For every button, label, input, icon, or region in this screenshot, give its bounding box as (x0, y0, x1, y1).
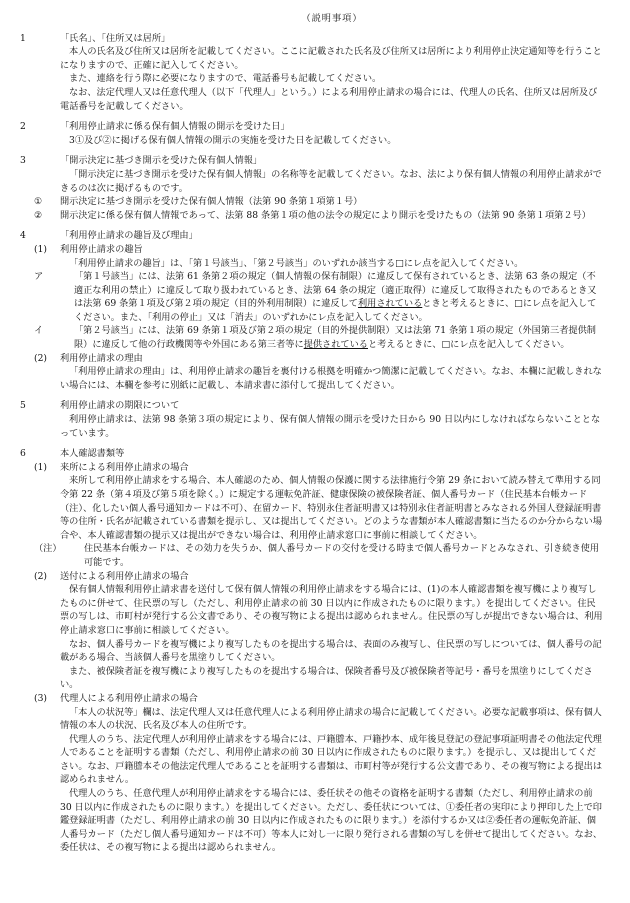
note (34, 542, 604, 569)
section-paragraph: 来所して利用停止請求をする場合、本人確認のため、個人情報の保護に関する法律施行令第 29 条において読み替えて準用する同令第 22 条（第４項及び第５項を除く。）に規定する運転免許証、健康保険の被保険者証、個人番号カード（住民基本台帳カード（注）、化したい個人番号通知カードは不可）、在留カード、特別永住者証明書又は特別永住者証明書とみなされる外国人登録証明書等の住所・氏名が記載されている書類を提示し、又は提出してください。どのような書類が本人確認書類に当たるのか分からない場合や、本人確認書類の提示又は提出ができない場合は、利用停止請求窓口に事前に相談してください。 (60, 475, 603, 541)
section-4 (20, 229, 604, 392)
subsection-heading: 利用停止請求の理由 (60, 352, 143, 364)
section-number: 2 (20, 121, 26, 133)
section-paragraph: また、連絡を行う際に必要になりますので、電話番号も記載してください。 (69, 73, 382, 85)
list-marker: ア (34, 271, 44, 283)
section-paragraph: 代理人のうち、任意代理人が利用停止請求をする場合には、委任状その他その資格を証明する書類（ただし、利用停止請求の前 30 日以内に作成されたものに限ります。）を提出してください。ただし、委任状については、①委任者の実印により押印した上で印鑑登録証明書（ただし、利用停止請求の前 30 日以内に作成されたものに限ります。）を添付するか又は②委任者の運転免許証、個人番号カード（ただし個人番号通知カードは不可）等本人に対し一に限り発行される書類の写しを併せて提出してください。なお、委任状は、その複写物による提出は認められません。 (60, 788, 603, 854)
section-number: 1 (20, 32, 26, 44)
subsection-heading: 利用停止請求の趣旨 (60, 243, 143, 255)
subsection-marker: (2) (34, 352, 48, 364)
subsection-by-mail (34, 570, 604, 692)
list-marker: ② (34, 209, 43, 221)
subsection-marker: (1) (34, 461, 48, 473)
subsection-marker: (3) (34, 692, 48, 704)
section-5 (20, 399, 604, 440)
section-paragraph: また、被保険者証を複写機により複写したものを提出する場合は、保険者番号及び被保険者等記号・番号を黒塗りにしてください。 (60, 665, 593, 691)
section-3 (20, 154, 604, 222)
section-number: 5 (20, 400, 26, 412)
section-number: 3 (20, 155, 26, 167)
list-item-text: 「第２号該当」には、法第 69 条第１項及び第２項の規定（目的外提供制限）又は法第 71 条第１項の規定（外国第三者提供制限）に違反して他の行政機関等や外国にある第三者等に提供されていると考えるときに、□にレ点を記入してください。 (74, 325, 596, 351)
subsection-heading: 来所による利用停止請求の場合 (60, 461, 189, 473)
section-heading: 「利用停止請求に係る保有個人情報の開示を受けた日」 (60, 121, 290, 133)
section-heading: 「利用停止請求の趣旨及び理由」 (60, 230, 198, 242)
list-item-text: 「第１号該当」には、法第 61 条第２項の規定（個人情報の保有制限）に違反して保有されているとき、法第 63 条の規定（不適正な利用の禁止）に違反して取り扱われているとき、法第 64 条の規定（適正取得）に違反して取得されたものであるとき又は法第 69 条第１項及び第２項の規定（目的外利用制限）に違反して利用されているときと考えるときに、□にレ点を記入してください。また、「利用の停止」又は「消去」のいずれかにレ点を記入してください。 (74, 271, 597, 323)
section-6 (20, 447, 604, 855)
section-paragraph: 「開示決定に基づき開示を受けた保有個人情報」の名称等を記載してください。なお、法により保有個人情報の利用停止請求ができるのは次に掲げるものです。 (60, 168, 602, 194)
subsection-marker: (1) (34, 243, 48, 255)
page-title: （説明事項） (301, 13, 363, 24)
section-paragraph: 3①及び②に掲げる保有個人情報の開示の実施を受けた日を記載してください。 (69, 134, 397, 146)
list-item (34, 195, 604, 209)
subsection-reason (34, 352, 604, 393)
list-marker: イ (34, 325, 44, 337)
note-marker: （注） (34, 543, 62, 555)
underlined-text: 利用されている (357, 298, 423, 310)
section-paragraph: 利用停止請求は、法第 98 条第３項の規定により、保有個人情報の開示を受けた日から 90 日以内にしなければならないこととなっています。 (60, 414, 601, 439)
section-paragraph: 保有個人情報利用停止請求書を送付して保有個人情報の利用停止請求をする場合には、(1)の本人確認書類を複写機により複写したものに併せて、住民票の写し（ただし、利用停止請求の前 30 日以内に作成されたものに限ります。）を提出してください。住民票の写しは、市町村が発行する公文書であり、その複写物による提出は認められません。住民票の写しが提出できない場合は、利用停止請求窓口に事前に相談してください。 (60, 584, 603, 636)
section-number: 4 (20, 230, 26, 242)
subsection-heading: 送付による利用停止請求の場合 (60, 570, 189, 582)
list-marker: ① (34, 196, 43, 208)
section-2 (20, 120, 604, 147)
underlined-text: 提供されている (303, 339, 368, 351)
list-item-text: 開示決定に係る保有個人情報であって、法第 88 条第１項の他の法令の規定により開示を受けたもの（法第 90 条第１項第２号） (60, 209, 591, 221)
list-item-a (34, 270, 604, 324)
section-paragraph: 「本人の状況等」欄は、法定代理人又は任意代理人による利用停止請求の場合に記載してください。必要な記載事項は、保有個人情報の本人の状況、氏名及び本人の住所です。 (60, 706, 602, 732)
section-heading: 利用停止請求の期限について (60, 400, 180, 412)
section-paragraph: なお、個人番号カードを複写機により複写したものを提出する場合は、表面のみ複写し、住民票の写しについては、個人番号の記載がある場合、当該個人番号を黒塗りしてください。 (60, 638, 602, 664)
list-item (34, 209, 604, 223)
section-paragraph: 「利用停止請求の趣旨」は、「第１号該当」、「第２号該当」のいずれか該当する□にレ点を記入してください。 (69, 257, 524, 269)
section-heading: 本人確認書類等 (60, 448, 125, 460)
subsection-in-person (34, 461, 604, 570)
list-item-text: 開示決定に基づき開示を受けた保有個人情報（法第 90 条第１項第１号） (60, 196, 363, 208)
section-paragraph: 本人の氏名及び住所又は居所を記載してください。ここに記載された氏名及び住所又は居所により利用停止決定通知等を行うことになりますので、正確に記入してください。 (60, 46, 602, 71)
section-heading: 「開示決定に基づき開示を受けた保有個人情報」 (60, 155, 263, 167)
section-paragraph: 「利用停止請求の理由」は、利用停止請求の趣旨を裏付ける根拠を明確かつ簡潔に記載してください。なお、本欄に記載しきれない場合には、本欄を参考に別紙に記載し、本請求書に添付して提出してください。 (60, 366, 602, 391)
subsection-purpose (34, 243, 604, 352)
section-heading: 「氏名」、「住所又は居所」 (60, 32, 171, 44)
section-number: 6 (20, 448, 26, 460)
section-paragraph: 代理人のうち、法定代理人が利用停止請求をする場合には、戸籍謄本、戸籍抄本、成年後見登記の登記事項証明書その他法定代理人であることを証明する書類（ただし、利用停止請求の前 30 日以内に作成されたものに限ります。）を提示し、又は提出してください。なお、戸籍謄本その他法定代理人であることを証明する書類は、市町村等が発行する公文書であり、その複写物による提出は認められません。 (60, 733, 603, 786)
section-paragraph: なお、法定代理人又は任意代理人（以下「代理人」という。）による利用停止請求の場合には、代理人の氏名、住所又は居所及び電話番号を記載してください。 (60, 86, 598, 112)
section-1 (20, 32, 604, 114)
subsection-heading: 代理人による利用停止請求の場合 (60, 692, 198, 704)
list-item-i (34, 324, 604, 351)
note-text: 住民基本台帳カードは、その効力を失うか、個人番号カードの交付を受ける時まで個人番号カードとみなされ、引き続き使用可能です。 (84, 543, 600, 568)
subsection-marker: (2) (34, 570, 48, 582)
subsection-by-agent (34, 692, 604, 855)
